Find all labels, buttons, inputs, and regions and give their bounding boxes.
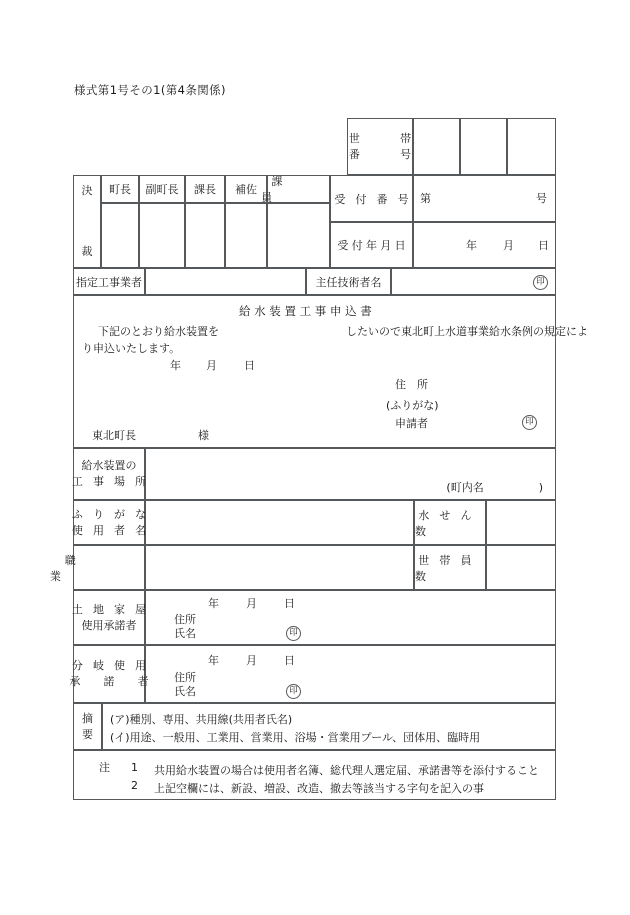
chief-engineer-seal-icon: 印 (533, 275, 548, 290)
intro-blank-field[interactable] (274, 326, 344, 340)
mayor-addressee: 東北町長 (92, 429, 136, 442)
intro-text-part2: したいので東北町上水道事業給水条例の規定によ (346, 325, 588, 338)
work-site-value[interactable] (145, 448, 556, 500)
land-house-consent-year: 年 (208, 597, 219, 610)
summary-label-line2: 要 (82, 727, 93, 741)
household-members-label (414, 545, 486, 590)
designated-contractor-value[interactable] (145, 268, 306, 295)
household-number-cell-3[interactable] (507, 118, 556, 175)
branch-consent-year: 年 (208, 654, 219, 667)
receipt-number-value[interactable] (413, 175, 556, 222)
land-house-consent-label-line1: 土 地 家 屋 (71, 602, 150, 616)
approval-stamp-assistant[interactable] (225, 203, 267, 268)
household-number-cell-2[interactable] (460, 118, 507, 175)
branch-consent-label-line2: 承 諾 者 (69, 675, 155, 688)
summary-label-line1: 摘 (82, 711, 93, 725)
occupation-value[interactable] (145, 545, 414, 590)
receipt-number-suffix: 号 (536, 192, 547, 205)
receipt-date-month: 月 (503, 239, 514, 252)
approval-header-assistant: 補佐 (225, 175, 267, 203)
user-name-label (71, 500, 150, 545)
application-date-day: 日 (244, 359, 255, 372)
designated-contractor-label: 指定工事業者 (73, 268, 145, 295)
branch-consent-seal-icon: 印 (286, 684, 301, 699)
land-house-consent-value[interactable] (145, 590, 556, 645)
application-date-year: 年 (170, 359, 181, 372)
land-house-consent-label (71, 590, 150, 645)
land-house-consent-day: 日 (284, 597, 295, 610)
receipt-number-label-text: 受 付 番 号 (334, 192, 412, 206)
form-code: 様式第1号その1(第4条関係) (74, 83, 226, 97)
approval-label-line1: 決 (81, 184, 93, 197)
approval-header-deputy-mayor: 副町長 (139, 175, 185, 203)
summary-item-b: (イ)用途、一般用、工業用、営業用、浴場・営業用プール、団体用、臨時用 (110, 731, 481, 744)
receipt-date-year: 年 (466, 239, 477, 252)
receipt-date-value[interactable] (413, 222, 556, 268)
chief-engineer-value[interactable] (391, 268, 556, 295)
land-house-consent-name-label: 氏名 (174, 627, 196, 640)
land-house-consent-seal-icon: 印 (286, 626, 301, 641)
mayor-honorific: 様 (198, 429, 209, 442)
occupation-label-text: 職 業 (49, 553, 169, 583)
note-1-number: 1 (131, 761, 138, 774)
faucet-count-value[interactable] (486, 500, 556, 545)
receipt-number-label (330, 175, 413, 222)
applicant-label: 申請者 (395, 417, 428, 430)
branch-consent-label-line1: 分 岐 使 用 (71, 659, 150, 673)
application-date-month: 月 (206, 359, 217, 372)
approval-stamp-deputy-mayor[interactable] (139, 203, 185, 268)
summary-value[interactable] (102, 703, 556, 750)
approval-header-section-chief: 課長 (185, 175, 225, 203)
approval-vertical-label (73, 175, 101, 268)
summary-item-a: (ア)種別、専用、共用線(共用者氏名) (110, 713, 293, 726)
work-site-label-line1: 給水装置の (81, 459, 137, 473)
branch-consent-month: 月 (246, 654, 257, 667)
branch-consent-name-label: 氏名 (174, 685, 196, 698)
applicant-furigana-label: (ふりがな) (386, 399, 439, 412)
household-number-label-line2: 番 号 (348, 147, 418, 161)
note-1-text: 共用給水装置の場合は使用者名簿、総代理人選定届、承諾書等を添付すること (154, 764, 539, 777)
approval-header-staff-label: 課 員 (261, 175, 336, 204)
summary-label (73, 703, 102, 750)
branch-consent-day: 日 (284, 654, 295, 667)
chief-engineer-label: 主任技術者名 (306, 268, 391, 295)
notes-block (73, 750, 556, 800)
faucet-count-label (414, 500, 486, 545)
branch-consent-label (69, 645, 155, 703)
user-name-value[interactable] (145, 500, 414, 545)
receipt-date-day: 日 (538, 239, 549, 252)
applicant-address-label: 住 所 (395, 378, 428, 391)
approval-header-mayor: 町長 (101, 175, 139, 203)
main-title: 給 水 装 置 工 事 申 込 書 (239, 304, 372, 318)
receipt-date-label (330, 222, 413, 268)
receipt-date-label-text: 受付年月日 (337, 239, 409, 252)
land-house-consent-label-line2: 使用承諾者 (81, 618, 137, 632)
user-name-label-line1: ふ り が な (71, 507, 150, 521)
approval-stamp-staff[interactable] (267, 203, 330, 268)
approval-header-staff (261, 175, 336, 204)
branch-consent-value[interactable] (145, 645, 556, 703)
approval-stamp-section-chief[interactable] (185, 203, 225, 268)
note-2-number: 2 (131, 779, 138, 792)
note-2-text: 上記空欄には、新設、増設、改造、撤去等該当する字句を記入の事 (154, 782, 484, 795)
occupation-label (49, 545, 169, 590)
branch-consent-address-label: 住所 (174, 671, 196, 684)
notes-heading: 注 (99, 761, 110, 774)
household-members-value[interactable] (486, 545, 556, 590)
work-site-town-name-note: (町内名 ) (446, 481, 543, 494)
household-number-cell-1[interactable] (413, 118, 460, 175)
intro-text-part3: り申込いたします。 (82, 342, 181, 355)
faucet-count-label-text: 水 せ ん 数 (415, 508, 475, 538)
approval-label-line2: 裁 (81, 245, 93, 259)
household-number-label-line1: 世 帯 (348, 131, 418, 145)
receipt-number-prefix: 第 (420, 192, 431, 205)
applicant-seal-icon: 印 (522, 415, 537, 430)
work-site-label-line2: 工 事 場 所 (71, 475, 150, 488)
land-house-consent-address-label: 住所 (174, 613, 196, 626)
land-house-consent-month: 月 (246, 597, 257, 610)
work-site-label (71, 448, 150, 500)
application-body-block (73, 295, 588, 448)
household-members-label-text: 世 帯 員 数 (415, 553, 475, 583)
user-name-label-line2: 使 用 者 名 (71, 523, 150, 537)
household-number-label-cell (347, 118, 418, 175)
intro-text-part1: 下記のとおり給水装置を (98, 325, 219, 338)
approval-stamp-mayor[interactable] (101, 203, 139, 268)
